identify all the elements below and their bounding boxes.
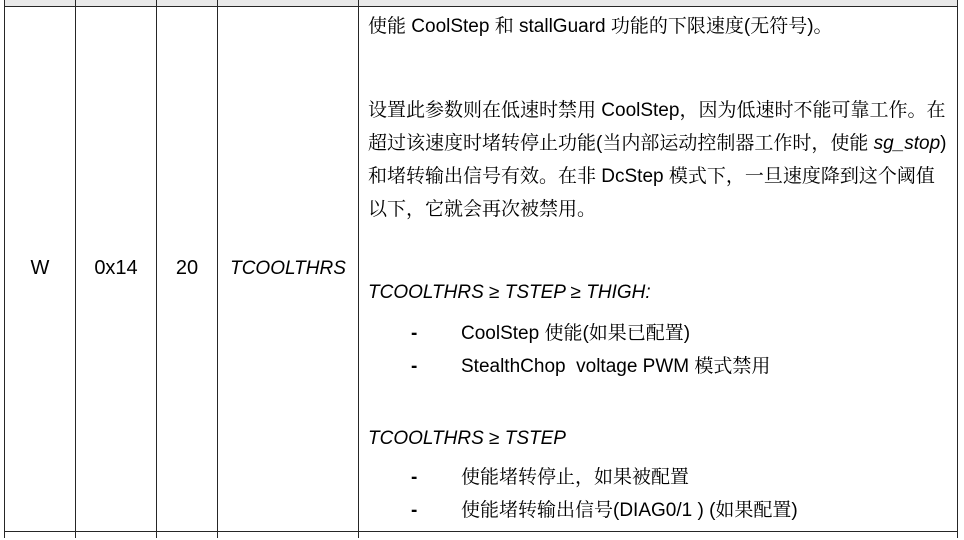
- register-address-cell: 0x14: [76, 6, 157, 531]
- next-row-cell: [218, 531, 359, 538]
- next-row-cell: [157, 531, 218, 538]
- next-row-cell: [359, 531, 958, 538]
- list-item-text: StealthChop voltage PWM 模式禁用: [461, 355, 771, 377]
- register-description-cell: [359, 6, 958, 531]
- bullet-list-1: [368, 317, 949, 383]
- list-item: [368, 494, 949, 527]
- list-item-text: CoolStep 使能(如果已配置): [461, 322, 691, 344]
- bullet-list-2: [368, 461, 949, 527]
- next-row-cell: [76, 531, 157, 538]
- register-table: [4, 0, 958, 538]
- dash-bullet-marker: -: [411, 466, 418, 488]
- list-item-text: 使能堵转输出信号(DIAG0/1 ) (如果配置): [461, 499, 798, 521]
- access-mode-cell: W: [5, 6, 76, 531]
- register-row-tcoolthrs: [5, 6, 958, 531]
- dash-bullet-marker: -: [411, 322, 418, 344]
- list-item-text: 使能堵转停止，如果被配置: [461, 466, 690, 488]
- next-row-cell: [5, 531, 76, 538]
- register-name-cell: TCOOLTHRS: [218, 6, 359, 531]
- list-item: [368, 461, 949, 494]
- description-intro: 使能 CoolStep 和 stallGuard 功能的下限速度(无符号)。: [368, 15, 833, 37]
- register-bits-cell: 20: [157, 6, 218, 531]
- condition-heading-1: TCOOLTHRS ≥ TSTEP ≥ THIGH:: [368, 281, 651, 303]
- condition-heading-2: TCOOLTHRS ≥ TSTEP: [368, 427, 566, 449]
- dash-bullet-marker: -: [411, 499, 418, 521]
- next-row-remnant: [5, 531, 958, 538]
- list-item: [368, 350, 949, 383]
- list-item: [368, 317, 949, 350]
- description-paragraph: 设置此参数则在低速时禁用 CoolStep，因为低速时不能可靠工作。在超过该速度时堵转停止功能(当内部运动控制器工作时，使能 sg_stop)和堵转输出信号有效。在非 DcStep 模式下，一旦速度降到这个阈值以下，它就会再次被禁用。: [368, 99, 947, 220]
- dash-bullet-marker: -: [411, 355, 418, 377]
